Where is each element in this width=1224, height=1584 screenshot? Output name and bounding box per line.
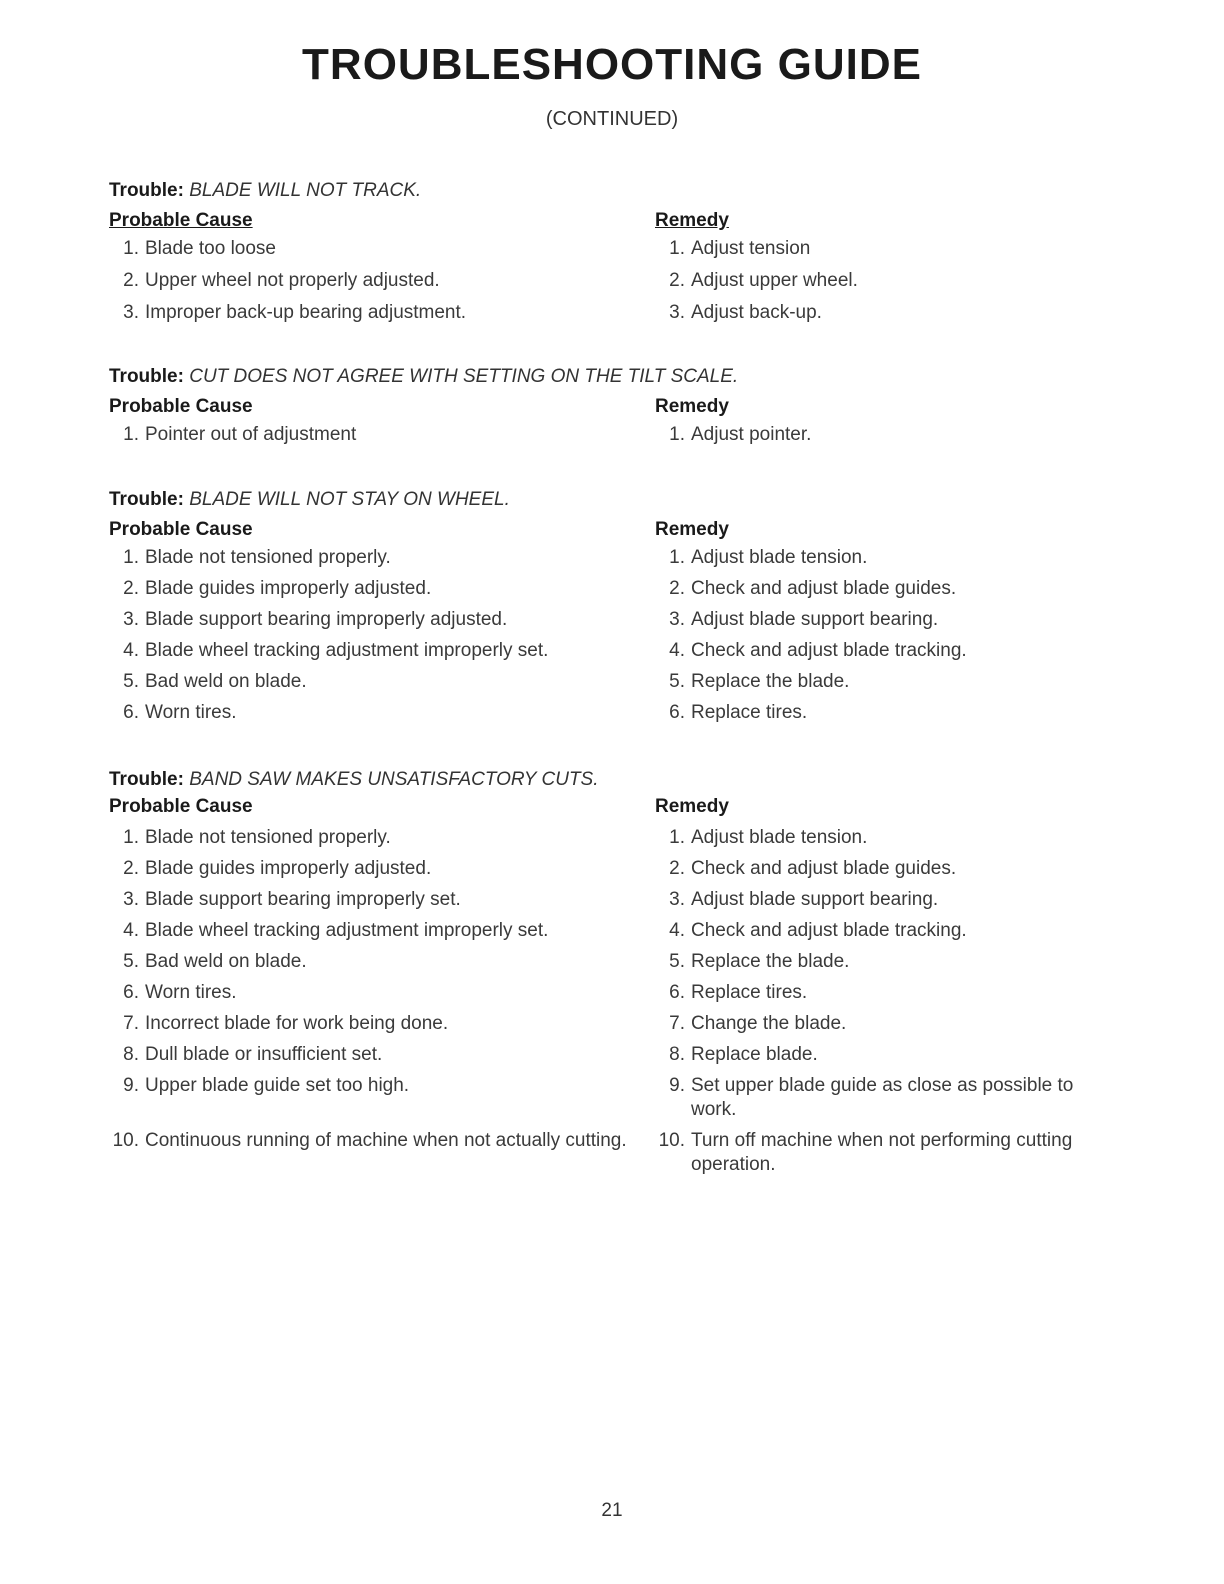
remedy-item: 4. Check and adjust blade tracking.	[669, 920, 967, 941]
cause-item: 4. Blade wheel tracking adjustment improperly set.	[123, 640, 549, 661]
cause-item: 1. Blade not tensioned properly.	[123, 827, 391, 848]
remedy-item: 3. Adjust blade support bearing.	[669, 609, 939, 630]
cause-item: 6. Worn tires.	[123, 702, 237, 723]
trouble-line	[109, 363, 1119, 391]
cause-item: 7. Incorrect blade for work being done.	[123, 1013, 449, 1034]
probable-cause-heading: Probable Cause	[109, 396, 253, 417]
cause-item: 5. Bad weld on blade.	[123, 671, 307, 692]
trouble-section-blade-will-not-track	[109, 177, 1119, 323]
trouble-text: BLADE WILL NOT TRACK.	[189, 180, 422, 201]
remedy-item: 1. Adjust tension	[669, 238, 811, 259]
remedy-item: 3. Adjust back-up.	[669, 302, 822, 323]
remedy-item: 2. Check and adjust blade guides.	[669, 858, 957, 879]
cause-item: 8. Dull blade or insufficient set.	[123, 1044, 383, 1065]
remedy-item: 8. Replace blade.	[669, 1044, 818, 1065]
remedy-item: 6. Replace tires.	[669, 982, 808, 1003]
cause-item: 6. Worn tires.	[123, 982, 237, 1003]
remedy-item: 5. Replace the blade.	[669, 671, 850, 692]
remedy-item: 4. Check and adjust blade tracking.	[669, 640, 967, 661]
cause-item: 2. Upper wheel not properly adjusted.	[123, 270, 440, 291]
trouble-text: CUT DOES NOT AGREE WITH SETTING ON THE TILT SCALE.	[189, 366, 739, 387]
trouble-line	[109, 766, 1119, 794]
cause-item: 4. Blade wheel tracking adjustment improperly set.	[123, 920, 549, 941]
trouble-label: Trouble:	[109, 180, 184, 201]
probable-cause-heading: Probable Cause	[109, 519, 253, 540]
page-title: TROUBLESHOOTING GUIDE	[302, 40, 922, 89]
cause-item: 2. Blade guides improperly adjusted.	[123, 578, 432, 599]
cause-item: 9. Upper blade guide set too high.	[123, 1075, 410, 1096]
remedy-heading: Remedy	[655, 210, 729, 231]
remedy-heading: Remedy	[655, 796, 729, 817]
remedy-item: 9. Set upper blade guide as close as possible to work.	[669, 1075, 1074, 1120]
probable-cause-heading: Probable Cause	[109, 796, 253, 817]
trouble-line	[109, 177, 1119, 205]
probable-cause-heading: Probable Cause	[109, 210, 253, 231]
remedy-item: 3. Adjust blade support bearing.	[669, 889, 939, 910]
cause-item: 5. Bad weld on blade.	[123, 951, 307, 972]
probable-cause-column	[109, 205, 629, 325]
trouble-text: BLADE WILL NOT STAY ON WHEEL.	[189, 489, 510, 510]
remedy-item: 1. Adjust blade tension.	[669, 827, 868, 848]
probable-cause-column	[109, 794, 629, 1153]
trouble-section-blade-will-not-stay	[109, 486, 1119, 723]
page-number: 21	[601, 1500, 623, 1521]
cause-item: 3. Blade support bearing improperly adjusted.	[123, 609, 508, 630]
trouble-label: Trouble:	[109, 366, 184, 387]
cause-item: 3. Blade support bearing improperly set.	[123, 889, 461, 910]
cause-item: 1. Pointer out of adjustment	[123, 424, 357, 445]
probable-cause-column	[109, 391, 629, 447]
remedy-item: 2. Adjust upper wheel.	[669, 270, 858, 291]
cause-item: 1. Blade too loose	[123, 238, 276, 259]
remedy-item: 7. Change the blade.	[669, 1013, 847, 1034]
remedy-item: 5. Replace the blade.	[669, 951, 850, 972]
trouble-label: Trouble:	[109, 769, 184, 790]
remedy-item: 1. Adjust blade tension.	[669, 547, 868, 568]
remedy-heading: Remedy	[655, 396, 729, 417]
cause-item: 3. Improper back-up bearing adjustment.	[123, 302, 467, 323]
remedy-column	[655, 205, 1115, 325]
trouble-section-tilt-scale	[109, 363, 1119, 445]
remedy-item: 10. Turn off machine when not performing cutting operation.	[658, 1130, 1073, 1175]
cause-item: 2. Blade guides improperly adjusted.	[123, 858, 432, 879]
remedy-column	[655, 514, 1115, 725]
trouble-section-unsatisfactory-cuts	[109, 766, 1119, 1175]
remedy-heading: Remedy	[655, 519, 729, 540]
remedy-item: 6. Replace tires.	[669, 702, 808, 723]
trouble-label: Trouble:	[109, 489, 184, 510]
remedy-item: 1. Adjust pointer.	[669, 424, 812, 445]
trouble-text: BAND SAW MAKES UNSATISFACTORY CUTS.	[189, 769, 599, 790]
page-subtitle: (CONTINUED)	[545, 108, 679, 130]
remedy-item: 2. Check and adjust blade guides.	[669, 578, 957, 599]
cause-item: 10. Continuous running of machine when not actually cutting.	[112, 1130, 627, 1151]
trouble-line	[109, 486, 1119, 514]
remedy-column	[655, 794, 1115, 1177]
remedy-column	[655, 391, 1115, 447]
probable-cause-column	[109, 514, 629, 725]
cause-item: 1. Blade not tensioned properly.	[123, 547, 391, 568]
